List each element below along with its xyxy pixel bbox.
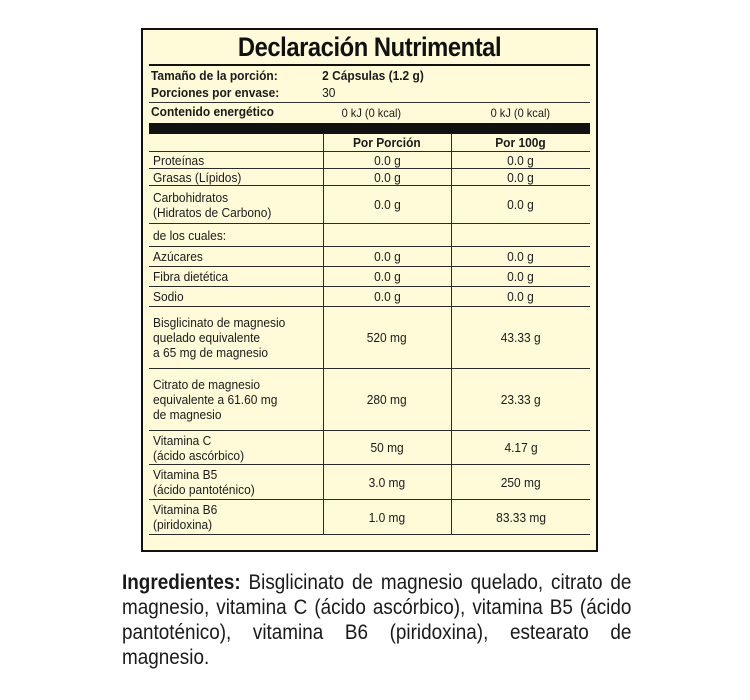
table-row <box>149 267 590 287</box>
nutrient-name <box>149 267 323 287</box>
nutrient-name <box>149 287 323 307</box>
nutrition-facts-panel <box>141 28 598 552</box>
energy-label: Contenido energético <box>151 104 274 119</box>
table-row <box>149 307 590 369</box>
nutrient-name <box>149 186 323 224</box>
nutrient-name <box>149 307 323 369</box>
table-row <box>149 287 590 307</box>
energy-per-portion: 0 kJ (0 kcal) <box>341 106 402 120</box>
servings-label: Porciones por envase: <box>151 85 280 100</box>
nutrient-name <box>149 431 323 465</box>
servings-value: 30 <box>322 85 336 100</box>
value-per-portion <box>323 224 451 247</box>
value-per-100g: 43.33 g <box>451 307 590 369</box>
title-rule <box>149 64 590 66</box>
info-divider <box>149 102 590 103</box>
nutrient-name-line: (ácido ascórbico) <box>153 447 245 463</box>
value-per-portion: 0.0 g <box>323 169 451 186</box>
nutrient-name-line: equivalente a 61.60 mg <box>153 392 278 407</box>
nutrient-name-line: a 65 mg de magnesio <box>153 345 269 360</box>
energy-row <box>151 104 274 120</box>
table-row <box>149 431 590 465</box>
serving-size-row <box>151 68 424 84</box>
table-row <box>149 465 590 500</box>
nutrient-name-line: de magnesio <box>153 407 222 422</box>
nutrient-name-line: Bisglicinato de magnesio <box>153 315 286 330</box>
value-per-portion: 0.0 g <box>323 186 451 224</box>
value-per-portion: 1.0 mg <box>323 500 451 535</box>
panel-title: Declaración Nutrimental <box>237 32 502 62</box>
nutrient-name-line: (ácido pantoténico) <box>153 482 255 497</box>
table-row <box>149 169 590 186</box>
value-per-portion: 280 mg <box>323 369 451 431</box>
value-per-100g: 0.0 g <box>451 169 590 186</box>
nutrient-name-line: Azúcares <box>153 249 203 264</box>
ingredients-paragraph <box>122 570 632 670</box>
value-per-portion: 520 mg <box>323 307 451 369</box>
nutrient-name <box>149 465 323 500</box>
nutrient-name-line: quelado equivalente <box>153 330 261 345</box>
nutrient-name-line: Fibra dietética <box>153 269 229 284</box>
value-per-portion: 0.0 g <box>323 287 451 307</box>
nutrient-name-line: Vitamina B6 <box>153 502 218 517</box>
nutrient-name <box>149 369 323 431</box>
value-per-portion: 0.0 g <box>323 267 451 287</box>
header-blank <box>149 134 323 152</box>
table-row <box>149 186 590 224</box>
ingredients-label: Ingredientes: <box>122 571 241 594</box>
table-header-row <box>149 134 590 152</box>
nutrient-name-line: Grasas (Lípidos) <box>153 169 242 185</box>
value-per-100g: 23.33 g <box>451 369 590 431</box>
nutrient-name-line: Citrato de magnesio <box>153 377 261 392</box>
header-per-100g: Por 100g <box>451 134 590 152</box>
nutrient-name-line: Sodio <box>153 289 184 304</box>
value-per-100g: 0.0 g <box>451 152 590 169</box>
value-per-portion: 0.0 g <box>323 247 451 267</box>
value-per-portion: 50 mg <box>323 431 451 465</box>
nutrient-name <box>149 152 323 169</box>
nutrient-name-line: de los cuales: <box>153 227 227 243</box>
servings-row <box>151 85 336 101</box>
table-row <box>149 224 590 247</box>
nutrient-name <box>149 500 323 535</box>
value-per-100g: 4.17 g <box>451 431 590 465</box>
value-per-100g <box>451 224 590 247</box>
nutrient-name-line: Carbohidratos <box>153 189 229 205</box>
nutrient-name-line: Vitamina C <box>153 432 212 448</box>
value-per-100g: 0.0 g <box>451 186 590 224</box>
ingredients-text: Bisglicinato de magnesio quelado, citrato de magnesio, vitamina C (ácido ascórbico), vitamina B5 (ácido pantoténico), vitamina B6 (piridoxina), estearato de magnesio. <box>122 571 632 669</box>
nutrient-table <box>149 134 590 535</box>
nutrient-name <box>149 169 323 186</box>
serving-size-label: Tamaño de la porción: <box>151 68 278 83</box>
nutrient-name <box>149 247 323 267</box>
value-per-100g: 0.0 g <box>451 287 590 307</box>
header-per-portion: Por Porción <box>323 134 451 152</box>
value-per-portion: 3.0 mg <box>323 465 451 500</box>
table-row <box>149 500 590 535</box>
serving-size-value: 2 Cápsulas (1.2 g) <box>322 68 424 83</box>
nutrient-name <box>149 224 323 247</box>
nutrient-name-line: Vitamina B5 <box>153 467 218 482</box>
table-row <box>149 247 590 267</box>
value-per-100g: 250 mg <box>451 465 590 500</box>
nutrient-name-line: (piridoxina) <box>153 517 213 532</box>
table-row <box>149 152 590 169</box>
energy-per-100g: 0 kJ (0 kcal) <box>490 106 551 120</box>
value-per-100g: 0.0 g <box>451 267 590 287</box>
table-row <box>149 369 590 431</box>
thick-divider <box>149 123 590 134</box>
nutrient-name-line: Proteínas <box>153 152 205 168</box>
value-per-100g: 0.0 g <box>451 247 590 267</box>
value-per-portion: 0.0 g <box>323 152 451 169</box>
nutrient-name-line: (Hidratos de Carbono) <box>153 204 272 220</box>
value-per-100g: 83.33 mg <box>451 500 590 535</box>
